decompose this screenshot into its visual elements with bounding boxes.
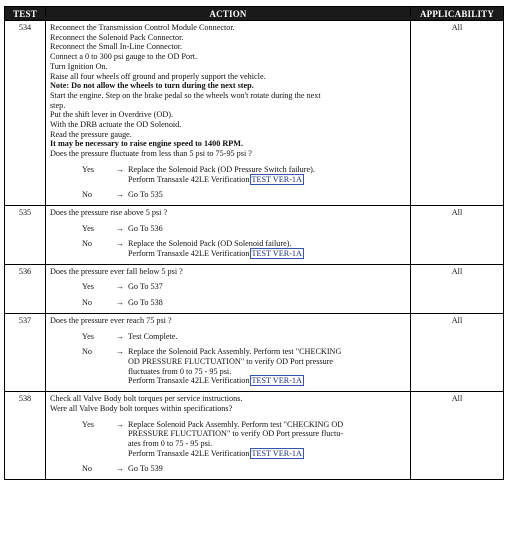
- arrow-right-icon: →: [115, 164, 125, 174]
- result-line: Perform Transaxle 42LE Verification: [128, 376, 250, 386]
- answer-result: [128, 420, 407, 459]
- action-step: Does the pressure ever reach 75 psi ?: [50, 315, 172, 325]
- result-line: Replace Solenoid Pack Assembly. Perform test "CHECKING OD: [128, 419, 344, 429]
- arrow-right-icon: →: [115, 223, 125, 233]
- result-text: [128, 357, 407, 367]
- test-number: 535: [18, 207, 32, 217]
- test-link[interactable]: TEST VER-1A: [251, 174, 302, 184]
- header-test: TEST: [5, 7, 46, 21]
- applicability-value: All: [451, 23, 463, 32]
- applicability-value: All: [451, 315, 463, 325]
- result-text: [128, 347, 407, 357]
- row-spacer: [50, 386, 407, 389]
- action-step: Reconnect the Transmission Control Module Connector.: [50, 23, 235, 32]
- test-cell: [5, 205, 46, 264]
- answer-label: No: [82, 298, 93, 308]
- result-line: ates from 0 to 75 - 95 psi.: [128, 438, 213, 448]
- action-step: Does the pressure rise above 5 psi ?: [50, 207, 168, 217]
- result-line: OD PRESSURE FLUCTUATION" to verify OD Port pressure: [128, 356, 334, 366]
- test-link[interactable]: TEST VER-1A: [251, 376, 302, 386]
- result-text: [128, 282, 407, 292]
- arrow-right-icon: →: [115, 331, 125, 341]
- answer-result: [128, 190, 407, 200]
- answer-result: [128, 347, 407, 386]
- arrow-right-icon: →: [115, 190, 125, 200]
- answer-option: [50, 298, 407, 308]
- answer-result: [128, 282, 407, 292]
- test-link[interactable]: TEST VER-1A: [251, 448, 302, 458]
- answer-option: [50, 464, 407, 474]
- action-step: Does the pressure ever fall below 5 psi ?: [50, 266, 183, 276]
- action-step: Reconnect the Small In-Line Connector.: [50, 42, 183, 52]
- arrow-right-icon: →: [115, 298, 125, 308]
- result-line: Go To 535: [128, 190, 163, 200]
- action-step: Does the pressure fluctuate from less than 5 psi to 75-95 psi ?: [50, 149, 252, 159]
- answer-label: No: [82, 464, 93, 474]
- result-line: Replace the Solenoid Pack (OD Solenoid failure).: [128, 239, 292, 249]
- answer-result: [128, 464, 407, 474]
- action-cell: [46, 21, 411, 206]
- action-note: Note: Do not allow the wheels to turn during the next step.: [50, 81, 254, 91]
- result-text: [128, 298, 407, 308]
- action-note: It may be necessary to raise engine speed to 1400 RPM.: [50, 139, 244, 149]
- applicability-cell: [411, 21, 504, 206]
- table-row: [5, 313, 504, 391]
- result-text: [128, 332, 407, 342]
- result-text: [128, 376, 407, 386]
- result-line: Perform Transaxle 42LE Verification: [128, 174, 250, 184]
- header-applicability: APPLICABILITY: [411, 7, 504, 21]
- answer-option: [50, 420, 407, 459]
- answer-label: Yes: [82, 419, 94, 429]
- result-line: Go To 537: [128, 282, 163, 292]
- answer-option: [50, 347, 407, 386]
- row-spacer: [50, 259, 407, 262]
- applicability-value: All: [451, 207, 463, 217]
- action-step: Read the pressure gauge.: [50, 129, 132, 139]
- answer-option: [50, 224, 407, 234]
- answer-label: Yes: [82, 282, 94, 292]
- header-action: ACTION: [46, 7, 411, 21]
- result-text: [128, 449, 407, 459]
- result-text: [128, 190, 407, 200]
- table-row: [5, 264, 504, 313]
- arrow-right-icon: →: [115, 282, 125, 292]
- action-step: step.: [50, 100, 66, 110]
- answer-label: No: [82, 190, 93, 200]
- result-text: [128, 249, 407, 259]
- applicability-value: All: [451, 394, 463, 404]
- action-cell: [46, 264, 411, 313]
- result-text: [128, 224, 407, 234]
- test-cell: [5, 21, 46, 206]
- action-step: Check all Valve Body bolt torques per service instructions.: [50, 394, 243, 404]
- result-line: Replace the Solenoid Pack Assembly. Perform test "CHECKING: [128, 347, 342, 357]
- test-number: 538: [18, 394, 32, 404]
- action-step: Raise all four wheels off ground and properly support the vehicle.: [50, 71, 266, 81]
- answer-label: Yes: [82, 223, 94, 233]
- answer-option: [50, 165, 407, 184]
- answer-label: No: [82, 347, 93, 357]
- answer-option: [50, 190, 407, 200]
- row-spacer: [50, 308, 407, 311]
- answer-option: [50, 332, 407, 342]
- table-row: [5, 21, 504, 206]
- test-link[interactable]: TEST VER-1A: [251, 249, 302, 259]
- test-number: 534: [18, 23, 32, 32]
- result-line: Go To 536: [128, 223, 163, 233]
- applicability-cell: [411, 392, 504, 480]
- answer-label: Yes: [82, 331, 94, 341]
- arrow-right-icon: →: [115, 419, 125, 429]
- result-line: fluctuates from 0 to 75 - 95 psi.: [128, 366, 232, 376]
- applicability-cell: [411, 313, 504, 391]
- result-text: [128, 464, 407, 474]
- result-line: Perform Transaxle 42LE Verification: [128, 249, 250, 259]
- action-cell: [46, 313, 411, 391]
- answer-result: [128, 224, 407, 234]
- arrow-right-icon: →: [115, 464, 125, 474]
- table-row: [5, 205, 504, 264]
- answer-label: No: [82, 239, 93, 249]
- action-step: Put the shift lever in Overdrive (OD).: [50, 110, 174, 120]
- result-text: [128, 420, 407, 430]
- applicability-cell: [411, 205, 504, 264]
- test-cell: [5, 392, 46, 480]
- answer-label: Yes: [82, 164, 94, 174]
- answer-result: [128, 332, 407, 342]
- action-step: Start the engine. Step on the brake pedal so the wheels won't rotate during the next: [50, 90, 321, 100]
- table-row: [5, 392, 504, 480]
- test-cell: [5, 313, 46, 391]
- result-line: PRESSURE FLUCTUATION" to verify OD Port pressure fluctu-: [128, 429, 344, 439]
- answer-result: [128, 165, 407, 184]
- result-text: [128, 175, 407, 185]
- answer-option: [50, 282, 407, 292]
- action-cell: [46, 392, 411, 480]
- result-line: Perform Transaxle 42LE Verification: [128, 448, 250, 458]
- diagnostic-table: [4, 6, 504, 480]
- row-spacer: [50, 474, 407, 477]
- answer-result: [128, 298, 407, 308]
- result-line: Replace the Solenoid Pack (OD Pressure Switch failure).: [128, 164, 315, 174]
- table-header-row: [5, 7, 504, 21]
- test-number: 537: [18, 315, 32, 325]
- action-step: Turn Ignition On.: [50, 61, 108, 71]
- action-step: Connect a 0 to 300 psi gauge to the OD Port.: [50, 52, 198, 62]
- test-cell: [5, 264, 46, 313]
- arrow-right-icon: →: [115, 239, 125, 249]
- applicability-cell: [411, 264, 504, 313]
- result-line: Go To 539: [128, 464, 163, 474]
- result-line: Test Complete.: [128, 331, 178, 341]
- result-text: [128, 429, 407, 439]
- result-line: Go To 538: [128, 298, 163, 308]
- answer-result: [128, 239, 407, 258]
- arrow-right-icon: →: [115, 347, 125, 357]
- applicability-value: All: [451, 266, 463, 276]
- action-step: Were all Valve Body bolt torques within specifications?: [50, 403, 233, 413]
- test-number: 536: [18, 266, 32, 276]
- row-spacer: [50, 200, 407, 203]
- answer-option: [50, 239, 407, 258]
- action-step: With the DRB actuate the OD Solenoid.: [50, 120, 182, 130]
- action-cell: [46, 205, 411, 264]
- action-step: Reconnect the Solenoid Pack Connector.: [50, 32, 184, 42]
